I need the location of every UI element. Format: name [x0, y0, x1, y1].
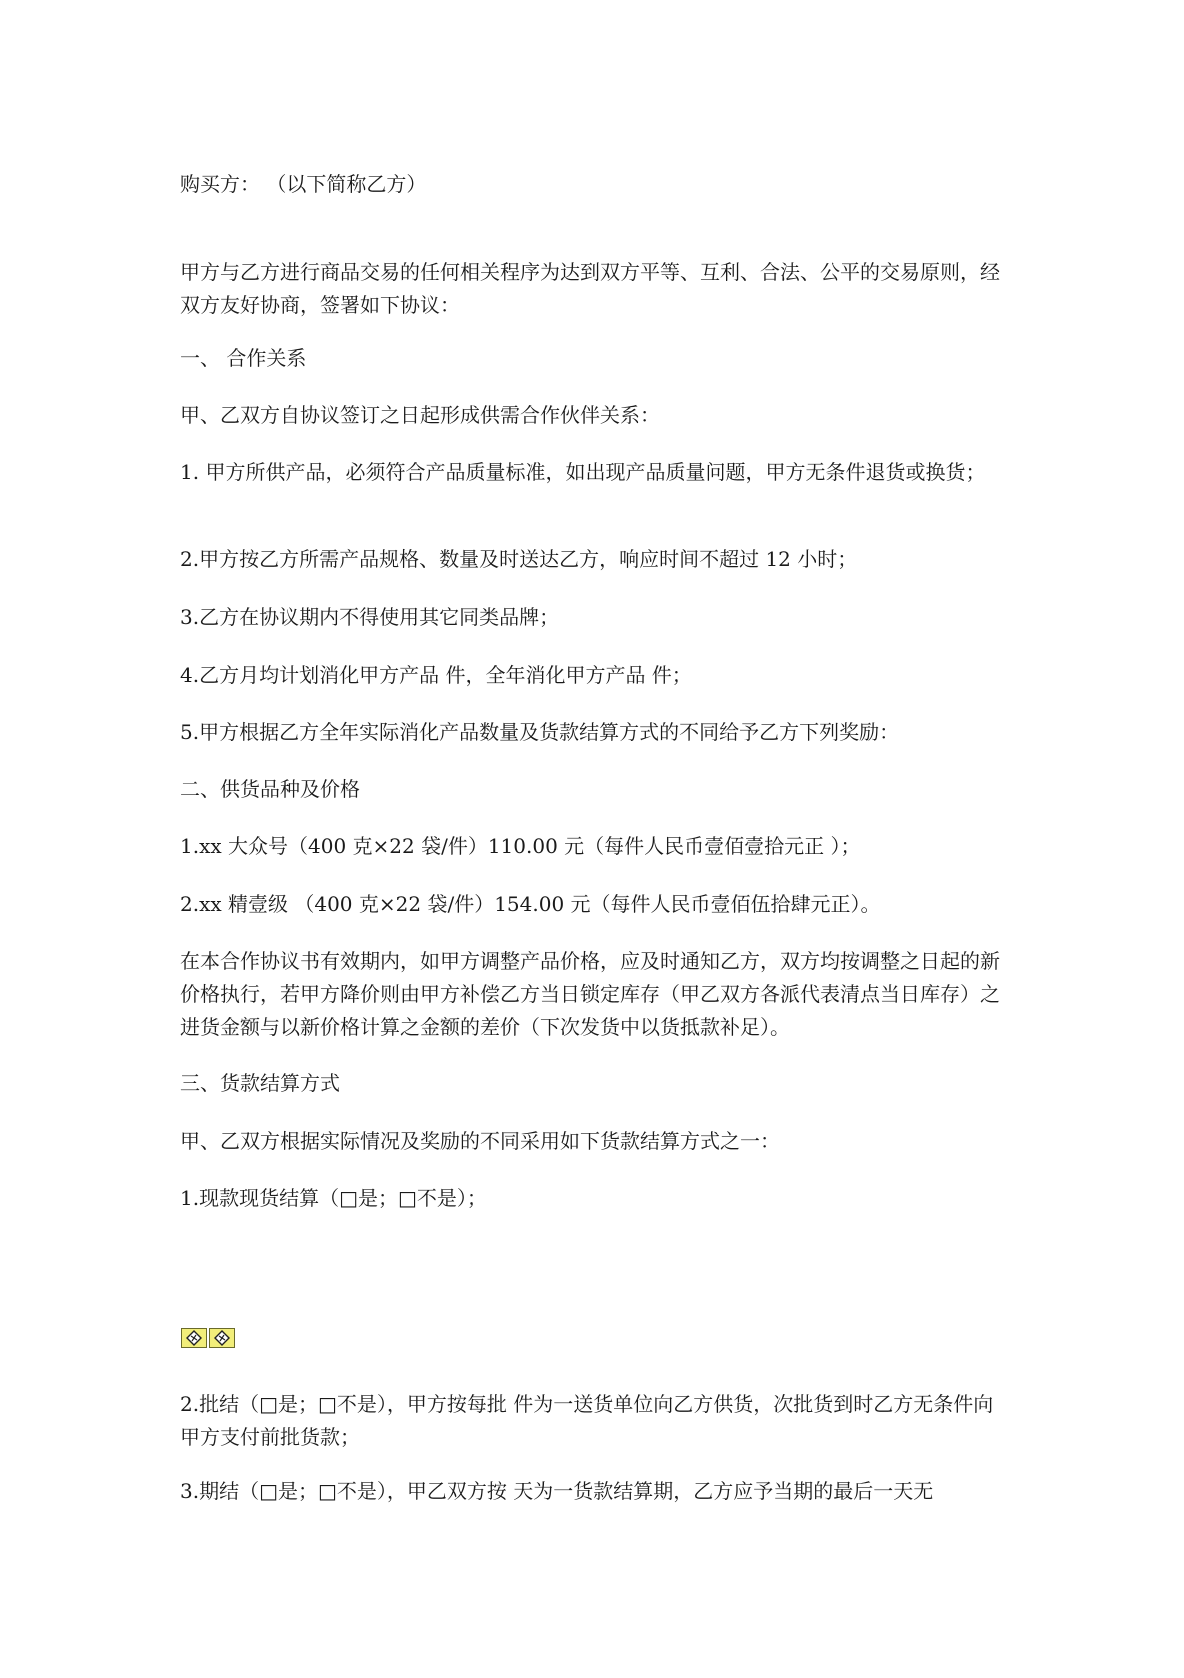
- section1-lead: 甲、乙双方自协议签订之日起形成供需合作伙伴关系：: [180, 403, 660, 427]
- section3-lead: 甲、乙双方根据实际情况及奖励的不同采用如下货款结算方式之一：: [180, 1129, 780, 1153]
- intro-paragraph: 甲方与乙方进行商品交易的任何相关程序为达到双方平等、互利、合法、公平的交易原则，经双方友好协商，签署如下协议：: [180, 260, 1000, 317]
- section1-item-4: 4.乙方月均计划消化甲方产品 件，全年消化甲方产品 件；: [180, 663, 692, 687]
- section1-item-2: 2.甲方按乙方所需产品规格、数量及时送达乙方，响应时间不超过 12 小时；: [180, 547, 858, 571]
- section3-item-1: 1.现款现货结算（□是；□不是）；: [180, 1186, 487, 1210]
- broken-image-icon: [181, 1328, 207, 1348]
- section1-item-3: 3.乙方在协议期内不得使用其它同类品牌；: [180, 605, 560, 629]
- section1-item-1: 1. 甲方所供产品，必须符合产品质量标准，如出现产品质量问题，甲方无条件退货或换货；: [180, 460, 986, 484]
- broken-image-icon: [209, 1328, 235, 1348]
- section2-price-note: 在本合作协议书有效期内，如甲方调整产品价格，应及时通知乙方，双方均按调整之日起的新价格执行，若甲方降价则由甲方补偿乙方当日锁定库存（甲乙双方各派代表清点当日库存）之进货金额与以新价格计算之金额的差价（下次发货中以货抵款补足）。: [180, 949, 1000, 1039]
- section1-item-5: 5.甲方根据乙方全年实际消化产品数量及货款结算方式的不同给予乙方下列奖励：: [180, 720, 900, 744]
- broken-image-group: [181, 1328, 235, 1350]
- section2-item-1: 1.xx 大众号（400 克×22 袋/件）110.00 元（每件人民币壹佰壹拾元正 ）；: [180, 834, 861, 858]
- section2-item-2: 2.xx 精壹级 （400 克×22 袋/件）154.00 元（每件人民币壹佰伍拾肆元正）。: [180, 892, 881, 916]
- section2-heading: 二、供货品种及价格: [180, 777, 360, 801]
- section3-heading: 三、货款结算方式: [180, 1071, 340, 1095]
- section3-item-3: 3.期结（□是；□不是），甲乙双方按 天为一货款结算期，乙方应予当期的最后一天无: [180, 1479, 934, 1503]
- section1-heading: 一、 合作关系: [180, 346, 307, 370]
- buyer-line: 购买方： （以下简称乙方）: [180, 172, 427, 196]
- section3-item-2: 2.批结（□是；□不是），甲方按每批 件为一送货单位向乙方供货，次批货到时乙方无条件向甲方支付前批货款；: [180, 1392, 994, 1449]
